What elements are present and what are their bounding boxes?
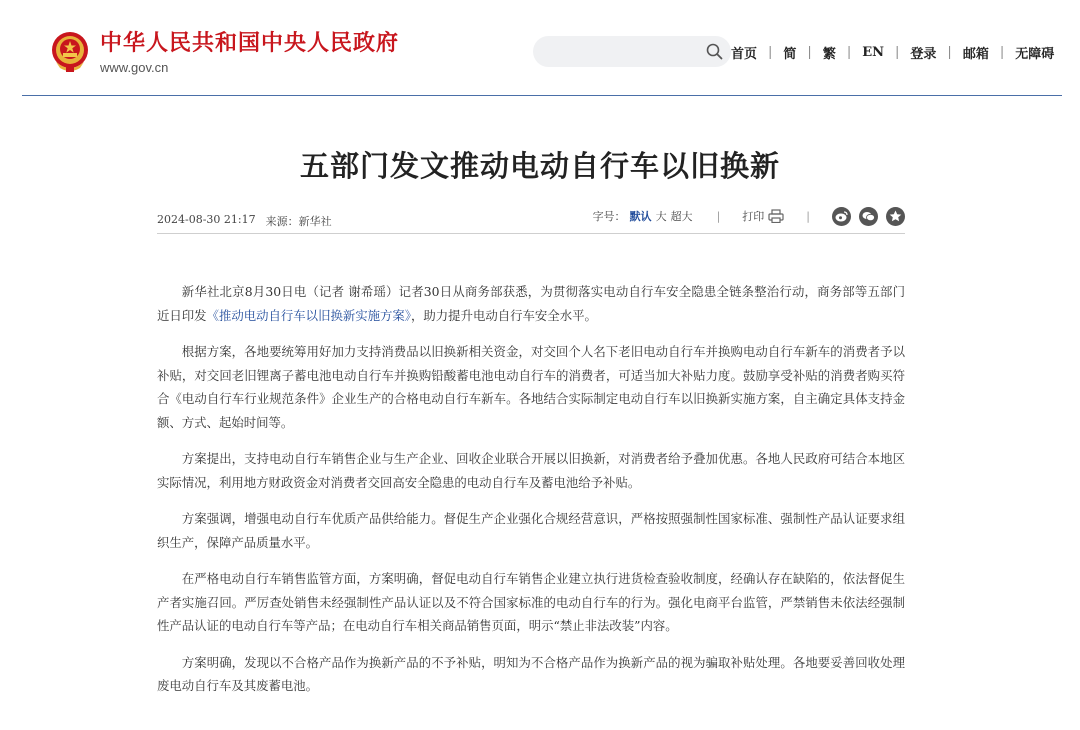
nav-simplified[interactable]: 简 [783, 47, 797, 62]
meta-separator: | [806, 209, 810, 223]
site-logo[interactable] [50, 30, 399, 75]
article-body [157, 280, 905, 711]
top-nav [731, 43, 1054, 62]
nav-separator: | [846, 45, 852, 60]
share-buttons [832, 207, 905, 226]
publish-datetime: 2024-08-30 21:17 [157, 213, 256, 226]
national-emblem-icon [50, 30, 90, 74]
site-header [0, 0, 1080, 96]
print-button[interactable] [742, 208, 784, 224]
article-title: 五部门发文推动电动自行车以旧换新 [299, 149, 780, 183]
article-paragraph: 在严格电动自行车销售监管方面，方案明确，督促电动自行车销售企业建立执行进货检查验收制度，经确认存在缺陷的，依法督促生产者实施召回。严厉查处销售未经强制性产品认证以及不符合国家标准的电动自行车的行为。强化电商平台监管，严禁销售未依法经强制性产品认证的电动自行车等产品；在电动自行车相关商品销售页面，明示“禁止非法改装”内容。 [157, 571, 905, 633]
nav-separator: | [895, 45, 900, 60]
paragraph-text: 新华社北京8月30日电（记者 谢希瑶）记者30日从商务部获悉，为贯彻落实电动自行车安全隐患全链条整治行动，商务部等五部门近日印发 [157, 284, 905, 323]
article-paragraph [157, 280, 905, 327]
article-paragraph: 方案明确，发现以不合格产品作为换新产品的不予补贴，明知为不合格产品作为换新产品的视为骗取补贴处理。各地要妥善回收处理废电动自行车及其废蓄电池。 [157, 654, 905, 693]
header-divider [22, 95, 1062, 96]
source-info [266, 213, 332, 229]
paragraph-text: ，助力提升电动自行车安全水平。 [411, 307, 597, 323]
nav-home[interactable]: 首页 [731, 47, 758, 62]
print-icon [768, 209, 784, 223]
meta-separator: | [716, 209, 721, 223]
nav-separator: | [807, 45, 812, 60]
article-paragraph: 根据方案，各地要统筹用好加力支持消费品以旧换新相关资金，对交回个人名下老旧电动自行车并换购电动自行车新车的消费者予以补贴，对交回老旧锂离子蓄电池电动自行车并换购铅酸蓄电池电动自行车的消费者，可适当加大补贴力度。鼓励享受补贴的消费者购买符合《电动自行车行业规范条件》企业生产的合格电动自行车新车。各地结合实际制定电动自行车以旧换新实施方案，自主确定具体支持金额、方式、起始时间等。 [157, 344, 905, 430]
font-size-label: 字号： [592, 210, 626, 223]
font-size-xlarge[interactable]: 超大 [670, 210, 693, 223]
article-paragraph: 方案强调，增强电动自行车优质产品供给能力。督促生产企业强化合规经营意识，严格按照强制性国家标准、强制性产品认证要求组织生产，保障产品质量水平。 [157, 511, 905, 550]
font-size-large[interactable]: 大 [655, 210, 667, 223]
nav-separator: | [999, 45, 1005, 60]
nav-separator: | [947, 45, 952, 60]
article-paragraph: 方案提出，支持电动自行车销售企业与生产企业、回收企业联合开展以旧换新，对消费者给予叠加优惠。各地人民政府可结合本地区实际情况，利用地方财政资金对消费者交回高安全隐患的电动自行车及蓄电池给予补贴。 [157, 451, 905, 490]
print-label: 打印 [742, 210, 765, 223]
nav-accessibility[interactable]: 无障碍 [1015, 47, 1055, 62]
article-meta [157, 205, 905, 233]
source-name: 新华社 [298, 215, 332, 228]
weibo-icon[interactable] [832, 207, 851, 226]
site-name: 中华人民共和国中央人民政府 [100, 31, 400, 56]
search-icon[interactable] [706, 43, 723, 60]
nav-traditional[interactable]: 繁 [822, 47, 836, 62]
site-url: www.gov.cn [100, 60, 169, 75]
nav-separator: | [768, 45, 773, 60]
search-input[interactable] [533, 36, 731, 67]
wechat-icon[interactable] [859, 207, 878, 226]
qzone-icon[interactable] [886, 207, 905, 226]
source-label: 来源： [265, 215, 299, 228]
meta-divider [157, 233, 905, 234]
nav-login[interactable]: 登录 [910, 47, 937, 62]
font-size-default[interactable]: 默认 [629, 210, 652, 223]
nav-english[interactable]: EN [862, 45, 885, 60]
policy-document-link[interactable]: 《推动电动自行车以旧换新实施方案》 [206, 307, 412, 323]
nav-mail[interactable]: 邮箱 [962, 47, 989, 62]
